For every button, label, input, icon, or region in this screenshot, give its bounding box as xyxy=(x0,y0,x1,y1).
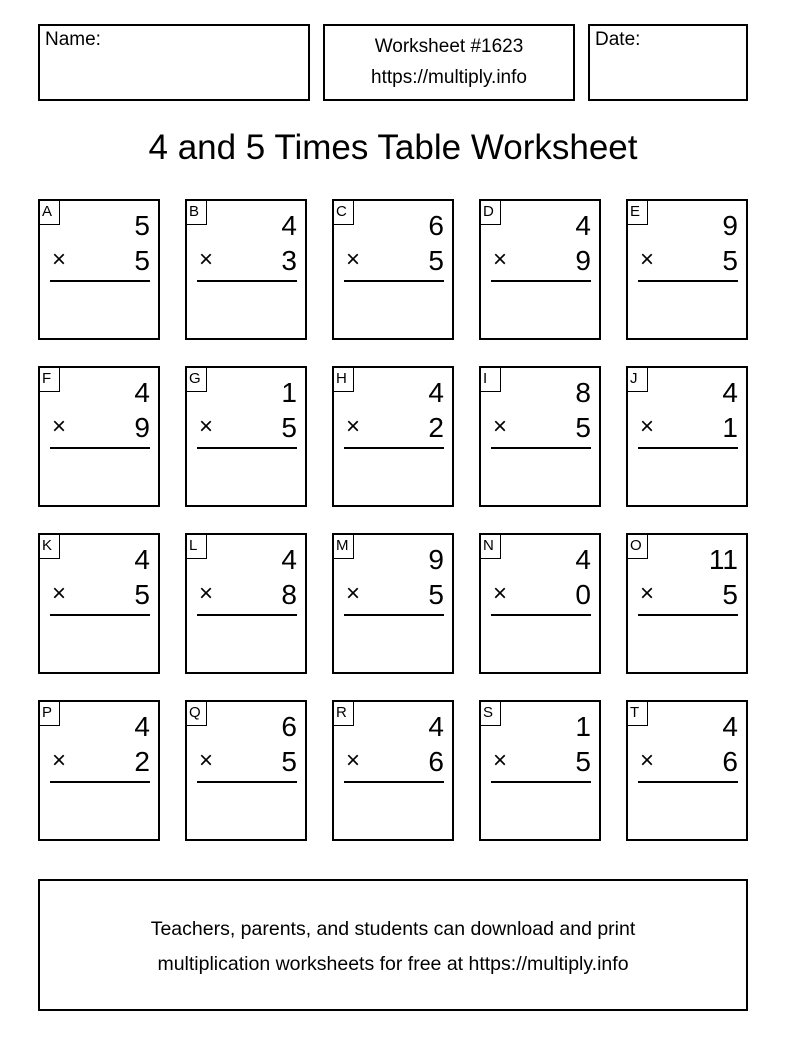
times-icon: × xyxy=(640,580,655,607)
problem-card-t[interactable] xyxy=(626,700,748,841)
answer-line xyxy=(638,781,738,783)
multiplier: 2 xyxy=(428,412,444,443)
times-icon: × xyxy=(199,246,214,273)
answer-line xyxy=(491,614,591,616)
multiplicand: 1 xyxy=(281,377,297,408)
problem-letter: P xyxy=(40,702,60,726)
problem-letter: O xyxy=(628,535,648,559)
multiplicand: 4 xyxy=(575,210,591,241)
multiplicand: 4 xyxy=(575,544,591,575)
problem-card-o[interactable] xyxy=(626,533,748,674)
problem-card-j[interactable] xyxy=(626,366,748,507)
problem-card-e[interactable] xyxy=(626,199,748,340)
times-icon: × xyxy=(346,580,361,607)
multiplier: 5 xyxy=(575,746,591,777)
problem-letter: E xyxy=(628,201,648,225)
problem-letter: N xyxy=(481,535,501,559)
multiplicand: 8 xyxy=(575,377,591,408)
answer-line xyxy=(197,781,297,783)
problem-card-s[interactable] xyxy=(479,700,601,841)
problem-letter: T xyxy=(628,702,648,726)
multiplicand: 6 xyxy=(281,711,297,742)
multiplier: 5 xyxy=(281,412,297,443)
times-icon: × xyxy=(346,747,361,774)
worksheet-url: https://multiply.info xyxy=(371,67,527,88)
times-icon: × xyxy=(52,413,67,440)
multiplier: 5 xyxy=(722,245,738,276)
multiplier: 6 xyxy=(428,746,444,777)
problem-letter: L xyxy=(187,535,207,559)
page-title: 4 and 5 Times Table Worksheet xyxy=(148,128,638,167)
multiplicand: 5 xyxy=(134,210,150,241)
answer-line xyxy=(197,280,297,282)
multiplier: 5 xyxy=(134,245,150,276)
multiplicand: 4 xyxy=(281,544,297,575)
times-icon: × xyxy=(52,747,67,774)
multiplier: 9 xyxy=(575,245,591,276)
multiplier: 5 xyxy=(428,245,444,276)
multiplier: 5 xyxy=(134,579,150,610)
footer-text-line-1: Teachers, parents, and students can download and print xyxy=(150,918,636,940)
times-icon: × xyxy=(493,747,508,774)
times-icon: × xyxy=(199,747,214,774)
multiplier: 0 xyxy=(575,579,591,610)
name-field[interactable] xyxy=(38,24,310,101)
times-icon: × xyxy=(640,246,655,273)
problem-card-n[interactable] xyxy=(479,533,601,674)
multiplier: 5 xyxy=(722,579,738,610)
multiplier: 1 xyxy=(722,412,738,443)
multiplicand: 6 xyxy=(428,210,444,241)
answer-line xyxy=(344,614,444,616)
worksheet-info-box xyxy=(323,24,575,101)
times-icon: × xyxy=(493,580,508,607)
multiplier: 9 xyxy=(134,412,150,443)
multiplicand: 4 xyxy=(722,377,738,408)
multiplier: 2 xyxy=(134,746,150,777)
answer-line xyxy=(638,447,738,449)
answer-line xyxy=(344,781,444,783)
problem-letter: R xyxy=(334,702,354,726)
multiplier: 5 xyxy=(575,412,591,443)
problem-letter: D xyxy=(481,201,501,225)
problem-card-l[interactable] xyxy=(185,533,307,674)
multiplicand: 4 xyxy=(428,711,444,742)
multiplier: 3 xyxy=(281,245,297,276)
times-icon: × xyxy=(199,413,214,440)
answer-line xyxy=(50,447,150,449)
answer-line xyxy=(197,614,297,616)
times-icon: × xyxy=(493,246,508,273)
multiplicand: 4 xyxy=(722,711,738,742)
answer-line xyxy=(491,781,591,783)
answer-line xyxy=(50,781,150,783)
problem-letter: I xyxy=(481,368,501,392)
problem-letter: A xyxy=(40,201,60,225)
problem-card-d[interactable] xyxy=(479,199,601,340)
problem-card-k[interactable] xyxy=(38,533,160,674)
multiplier: 6 xyxy=(722,746,738,777)
footer-text-line-2: multiplication worksheets for free at https://multiply.info xyxy=(157,953,629,975)
answer-line xyxy=(491,447,591,449)
problem-letter: H xyxy=(334,368,354,392)
times-icon: × xyxy=(640,413,655,440)
answer-line xyxy=(197,447,297,449)
problem-card-g[interactable] xyxy=(185,366,307,507)
times-icon: × xyxy=(199,580,214,607)
problem-letter: C xyxy=(334,201,354,225)
problem-letter: G xyxy=(187,368,207,392)
answer-line xyxy=(50,614,150,616)
date-label: Date: xyxy=(595,29,641,50)
multiplicand: 4 xyxy=(428,377,444,408)
worksheet-number: Worksheet #1623 xyxy=(374,36,524,57)
problem-letter: Q xyxy=(187,702,207,726)
multiplier: 5 xyxy=(428,579,444,610)
problem-card-c[interactable] xyxy=(332,199,454,340)
problem-letter: S xyxy=(481,702,501,726)
answer-line xyxy=(344,280,444,282)
multiplicand: 9 xyxy=(428,544,444,575)
problem-card-b[interactable] xyxy=(185,199,307,340)
times-icon: × xyxy=(493,413,508,440)
answer-line xyxy=(344,447,444,449)
problem-card-h[interactable] xyxy=(332,366,454,507)
times-icon: × xyxy=(52,580,67,607)
problem-card-p[interactable] xyxy=(38,700,160,841)
multiplier: 8 xyxy=(281,579,297,610)
problem-letter: J xyxy=(628,368,648,392)
problem-letter: F xyxy=(40,368,60,392)
problem-card-a[interactable] xyxy=(38,199,160,340)
problem-letter: B xyxy=(187,201,207,225)
problem-card-f[interactable] xyxy=(38,366,160,507)
answer-line xyxy=(638,614,738,616)
multiplicand: 4 xyxy=(134,544,150,575)
answer-line xyxy=(638,280,738,282)
multiplicand: 4 xyxy=(134,711,150,742)
multiplicand: 4 xyxy=(134,377,150,408)
times-icon: × xyxy=(640,747,655,774)
times-icon: × xyxy=(52,246,67,273)
name-label: Name: xyxy=(45,29,101,50)
footer-box xyxy=(38,879,748,1011)
multiplier: 5 xyxy=(281,746,297,777)
problem-card-m[interactable] xyxy=(332,533,454,674)
multiplicand: 1 xyxy=(575,711,591,742)
multiplicand: 4 xyxy=(281,210,297,241)
times-icon: × xyxy=(346,246,361,273)
answer-line xyxy=(491,280,591,282)
date-field[interactable] xyxy=(588,24,748,101)
problem-letter: M xyxy=(334,535,354,559)
multiplicand: 9 xyxy=(722,210,738,241)
problem-card-r[interactable] xyxy=(332,700,454,841)
problem-letter: K xyxy=(40,535,60,559)
times-icon: × xyxy=(346,413,361,440)
multiplicand: 11 xyxy=(708,544,738,575)
problem-card-q[interactable] xyxy=(185,700,307,841)
answer-line xyxy=(50,280,150,282)
problem-card-i[interactable] xyxy=(479,366,601,507)
